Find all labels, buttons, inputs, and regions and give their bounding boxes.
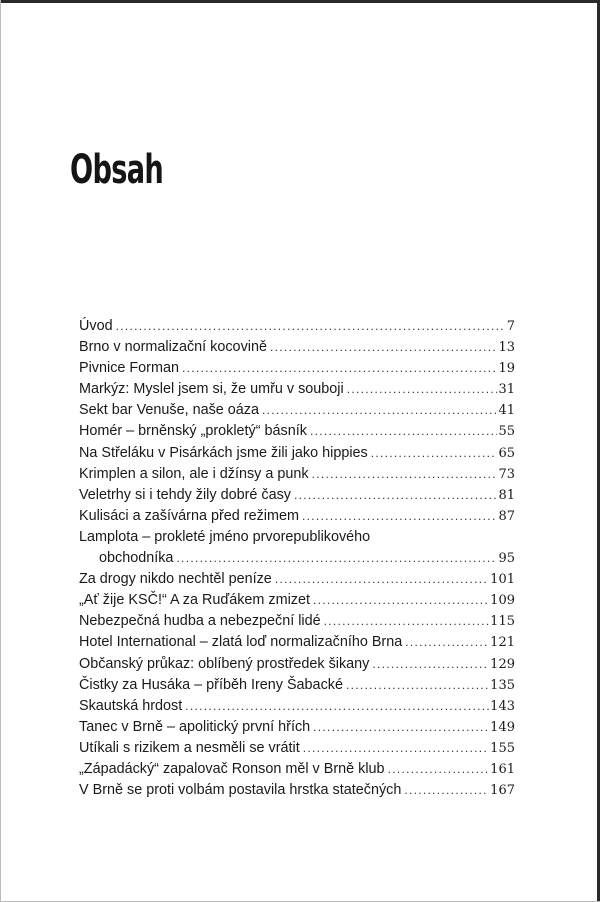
toc-entry-label: V Brně se proti volbám postavila hrstka statečných [79, 782, 402, 799]
toc-entry-label: Čistky za Husáka – příběh Ireny Šabacké [79, 676, 343, 693]
dot-leader [324, 611, 490, 632]
dot-leader [303, 738, 489, 759]
toc-entry-label: Hotel International – zlatá loď normalizačního Brna [79, 634, 403, 651]
toc-entry-page-number: 115 [490, 614, 515, 630]
toc-entry-label: Za drogy nikdo nechtěl peníze [79, 571, 272, 588]
toc-entry [79, 379, 515, 400]
toc-entry-page-number: 129 [490, 656, 515, 672]
dot-leader [275, 569, 489, 590]
toc-entry-page-number: 161 [490, 761, 515, 777]
toc-entry [79, 443, 515, 464]
toc-entry-page-number: 143 [490, 698, 515, 714]
toc-entry [79, 316, 515, 337]
toc-entry-page-number: 7 [506, 319, 515, 334]
toc-entry-page-number: 55 [498, 424, 515, 440]
dot-leader [176, 548, 497, 569]
dot-leader [262, 400, 497, 421]
toc-entry [79, 590, 515, 611]
toc-entry-page-number: 109 [490, 593, 515, 609]
dot-leader [347, 379, 498, 400]
toc-entry-label: Nebezpečná hudba a nebezpeční lidé [79, 613, 321, 630]
toc-entry-label: Kulisáci a zašívárna před režimem [79, 507, 299, 524]
toc-entry-page-number: 87 [498, 508, 515, 524]
toc-entry-page-number: 41 [498, 403, 515, 419]
toc-entry-label: Na Střeláku v Pisárkách jsme žili jako hippies [79, 444, 368, 461]
toc-entry [79, 337, 515, 358]
toc-entry-label: Pivnice Forman [79, 360, 179, 377]
toc-entry-label-continued: obchodníka [99, 550, 174, 567]
toc-entry-page-number: 19 [498, 361, 515, 377]
dot-leader [185, 696, 489, 717]
toc-entry-page-number: 13 [498, 340, 515, 356]
toc-entry-label: Krimplen a silon, ale i džínsy a punk [79, 465, 309, 482]
toc-entry [79, 654, 515, 675]
dot-leader [302, 506, 498, 527]
toc-entry [79, 400, 515, 421]
toc-entry-label: Úvod [79, 318, 113, 334]
toc-entry-page-number: 31 [498, 382, 515, 398]
page-title: Obsah [70, 147, 164, 193]
toc-entry [79, 717, 515, 738]
toc-entry-page-number: 81 [498, 487, 515, 503]
toc-entry [79, 358, 515, 379]
toc-entry-label: Brno v normalizační kocovině [79, 339, 267, 356]
toc-entry [79, 569, 515, 590]
toc-entry [79, 675, 515, 696]
dot-leader [313, 717, 489, 738]
toc-entry [79, 464, 515, 485]
toc-entry [79, 696, 515, 717]
toc-entry-label: Homér – brněnský „prokletý“ básník [79, 423, 307, 440]
toc-entry-page-number: 167 [490, 783, 515, 799]
dot-leader [372, 654, 489, 675]
toc-entry [79, 738, 515, 759]
dot-leader [116, 316, 506, 337]
toc-entry-label: Sekt bar Venuše, naše oáza [79, 402, 260, 419]
toc-entry [79, 421, 515, 442]
toc-entry-page-number: 73 [498, 466, 515, 482]
toc-entry-label: Tanec v Brně – apolitický první hřích [79, 718, 311, 735]
dot-leader [371, 443, 498, 464]
toc-entry-label: „Západácký“ zapalovač Ronson měl v Brně klub [79, 760, 385, 777]
toc-entry-label: Veletrhy si i tehdy žily dobré časy [79, 486, 291, 503]
toc-entry-page-number: 155 [490, 740, 515, 756]
page-edge-left [0, 0, 1, 902]
toc-entry [79, 485, 515, 506]
toc-entry-label: Občanský průkaz: oblíbený prostředek šikany [79, 655, 370, 672]
toc-entry [79, 506, 515, 527]
toc-entry-page-number: 135 [490, 677, 515, 693]
toc-entry-page-number: 149 [490, 719, 515, 735]
toc-entry-page-number: 121 [490, 635, 515, 651]
toc-entry-page-number: 95 [498, 551, 515, 567]
dot-leader [346, 675, 489, 696]
dot-leader [388, 759, 490, 780]
toc-entry-page-number: 101 [490, 572, 515, 588]
dot-leader [313, 590, 489, 611]
toc-entry [79, 611, 515, 632]
dot-leader [294, 485, 497, 506]
dot-leader [312, 464, 498, 485]
toc-entry-label: Utíkali s rizikem a nesměli se vrátit [79, 739, 300, 756]
dot-leader [404, 780, 489, 801]
table-of-contents [79, 316, 515, 801]
toc-entry [79, 780, 515, 801]
dot-leader [182, 358, 497, 379]
toc-entry-label: Skautská hrdost [79, 697, 183, 714]
dot-leader [310, 421, 498, 442]
toc-entry [79, 632, 515, 653]
toc-entry-label: Markýz: Myslel jsem si, že umřu v souboji [79, 381, 344, 398]
page-edge-top [0, 0, 600, 3]
toc-entry-label: Lamplota – prokleté jméno prvorepublikového [79, 528, 371, 545]
dot-leader [405, 632, 489, 653]
dot-leader [270, 337, 497, 358]
toc-entry [79, 759, 515, 780]
toc-entry-page-number: 65 [498, 445, 515, 461]
toc-entry [79, 527, 515, 569]
toc-entry-label: „Ať žije KSČ!“ A za Ruďákem zmizet [79, 592, 310, 609]
